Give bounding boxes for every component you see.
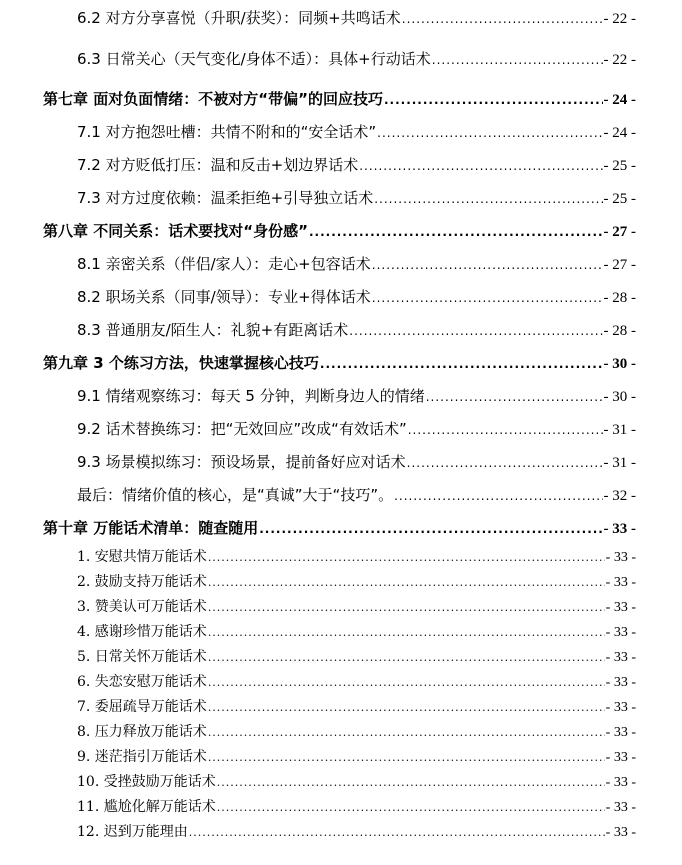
toc-chapter-title: 第九章 3 个练习方法，快速掌握核心技巧 [43,354,319,372]
toc-chapter-title: 第七章 面对负面情绪：不被对方“带偏”的回应技巧 [43,90,383,108]
dot-leader [374,192,602,206]
toc-item-title: 10. 受挫鼓励万能话术 [77,774,216,790]
toc-page-number: - 33 - [605,650,636,665]
toc-page-number: - 27 - [603,257,636,273]
toc-page-number: - 24 - [603,125,636,141]
dot-leader [208,551,605,564]
toc-item-title: 5. 日常关怀万能话术 [77,649,207,665]
toc-page-number: - 27 - [603,224,636,240]
dot-leader [309,225,603,239]
dot-leader [359,159,602,173]
dot-leader [208,726,605,739]
toc-entry-title: 7.1 对方抱怨吐槽：共情不附和的“安全话术” [77,123,377,141]
toc-entry[interactable] [77,484,636,505]
toc-list-item[interactable] [77,571,636,591]
toc-entry-title: 7.3 对方过度依赖：温柔拒绝+引导独立话术 [77,189,374,207]
toc-page-number: - 22 - [603,52,636,68]
toc-page-number: - 33 - [605,700,636,715]
toc-list-item[interactable] [77,771,636,791]
toc-entry-title: 6.3 日常关心（天气变化/身体不适）：具体+行动话术 [77,50,431,68]
toc-item-title: 7. 委屈疏导万能话术 [77,699,207,715]
toc-entry[interactable] [77,121,636,142]
toc-list-item[interactable] [77,621,636,641]
toc-entry-title: 9.1 情绪观察练习：每天 5 分钟，判断身边人的情绪 [77,387,425,405]
toc-chapter[interactable] [43,352,636,373]
toc-page-number: - 33 - [605,825,636,840]
toc-entry[interactable] [77,451,636,472]
toc-entry-title: 9.2 话术替换练习：把“无效回应”改成“有效话术” [77,420,407,438]
toc-entry[interactable] [77,319,636,340]
dot-leader [432,53,603,67]
toc-chapter-title: 第八章 不同关系：话术要找对“身份感” [43,222,308,240]
toc-page-number: - 24 - [603,92,636,108]
toc-page-number: - 33 - [605,575,636,590]
dot-leader [217,801,605,814]
toc-page-number: - 25 - [603,158,636,174]
dot-leader [372,291,603,305]
toc-chapter[interactable] [43,220,636,241]
toc-entry[interactable] [77,48,636,69]
toc-page-number: - 33 - [605,625,636,640]
toc-page-number: - 31 - [603,455,636,471]
toc-chapter-title: 第十章 万能话术清单：随查随用 [43,519,259,537]
toc-list-item[interactable] [77,646,636,666]
toc-entry-title: 9.3 场景模拟练习：预设场景，提前备好应对话术 [77,453,406,471]
toc-entry-title: 7.2 对方贬低打压：温和反击+划边界话术 [77,156,359,174]
toc-list-item[interactable] [77,746,636,766]
toc-entry-title: 8.1 亲密关系（伴侣/家人）：走心+包容话术 [77,255,371,273]
toc-list-item[interactable] [77,546,636,566]
dot-leader [402,12,603,26]
dot-leader [208,701,605,714]
toc-page-number: - 33 - [605,750,636,765]
toc-item-title: 2. 鼓励支持万能话术 [77,574,207,590]
toc-page-number: - 33 - [605,600,636,615]
toc-list-item[interactable] [77,696,636,716]
dot-leader [407,456,603,470]
toc-page-number: - 33 - [605,725,636,740]
toc-page-number: - 31 - [603,422,636,438]
toc-list-item[interactable] [77,721,636,741]
toc-chapter[interactable] [43,88,636,109]
dot-leader [408,423,603,437]
dot-leader [426,390,603,404]
toc-item-title: 9. 迷茫指引万能话术 [77,749,207,765]
toc-page-number: - 32 - [603,488,636,504]
toc-page-number: - 22 - [603,11,636,27]
toc-list-item[interactable] [77,596,636,616]
dot-leader [384,93,603,107]
toc-list-item[interactable] [77,821,636,841]
toc-entry-title: 8.3 普通朋友/陌生人：礼貌+有距离话术 [77,321,349,339]
dot-leader [208,576,605,589]
dot-leader [259,522,602,536]
toc-item-title: 3. 赞美认可万能话术 [77,599,207,615]
toc-page-number: - 33 - [605,800,636,815]
dot-leader [208,676,605,689]
toc-page-number: - 33 - [605,775,636,790]
toc-item-title: 11. 尴尬化解万能话术 [77,799,216,815]
toc-page-number: - 30 - [603,356,636,372]
toc-entry[interactable] [77,253,636,274]
toc-chapter[interactable] [43,517,636,538]
dot-leader [217,776,605,789]
toc-page-number: - 28 - [603,323,636,339]
dot-leader [349,324,602,338]
dot-leader [189,826,605,839]
toc-item-title: 4. 感谢珍惜万能话术 [77,624,207,640]
toc-page-number: - 33 - [605,675,636,690]
toc-entry-title: 8.2 职场关系（同事/领导）：专业+得体话术 [77,288,371,306]
dot-leader [208,601,605,614]
toc-page-number: - 33 - [605,550,636,565]
toc-page-number: - 30 - [603,389,636,405]
dot-leader [394,489,602,503]
toc-item-title: 1. 安慰共情万能话术 [77,549,207,565]
toc-item-title: 6. 失恋安慰万能话术 [77,674,207,690]
toc-entry-title: 最后：情绪价值的核心，是“真诚”大于“技巧”。 [77,486,394,504]
toc-page-number: - 25 - [603,191,636,207]
toc-entry[interactable] [77,385,636,406]
toc-item-title: 12. 迟到万能理由 [77,824,188,840]
dot-leader [208,651,605,664]
toc-entry[interactable] [77,418,636,439]
toc-list-item[interactable] [77,796,636,816]
toc-page-number: - 33 - [603,521,636,537]
toc-entry[interactable] [77,7,636,28]
toc-entry-title: 6.2 对方分享喜悦（升职/获奖）：同频+共鸣话术 [77,9,401,27]
dot-leader [208,751,605,764]
toc-entry[interactable] [77,154,636,175]
dot-leader [320,357,603,371]
toc-item-title: 8. 压力释放万能话术 [77,724,207,740]
dot-leader [377,126,602,140]
toc-entry[interactable] [77,286,636,307]
dot-leader [372,258,603,272]
dot-leader [208,626,605,639]
toc-page-number: - 28 - [603,290,636,306]
toc-entry[interactable] [77,187,636,208]
toc-list-item[interactable] [77,671,636,691]
